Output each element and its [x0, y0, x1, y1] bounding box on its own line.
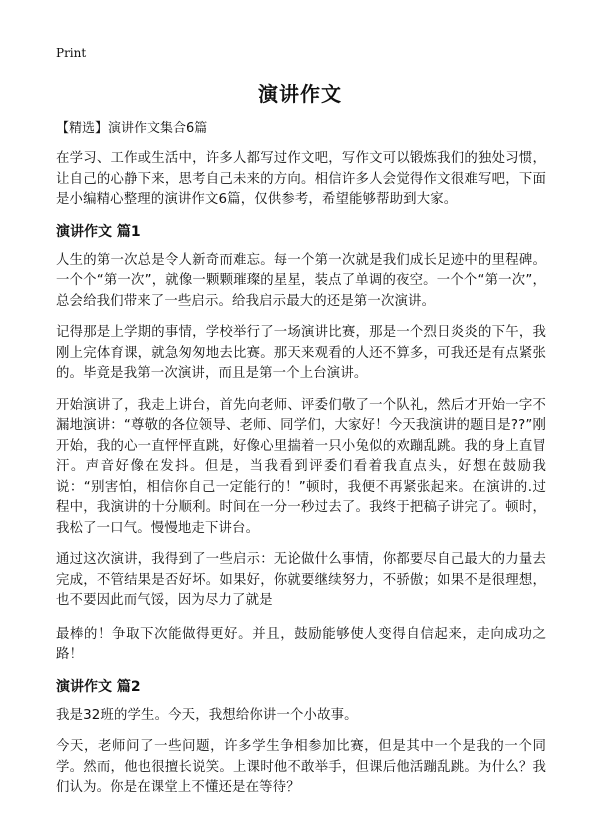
- page-title: 演讲作文: [258, 82, 342, 106]
- paragraph: 开始演讲了，我走上讲台，首先向老师、评委们敬了一个队礼，然后才开始一字不漏地演讲：“尊敬的各位领导、老师、同学们，大家好！今天我演讲的题目是??”刚开始，我的心一直怦怦直跳，好像心里揣着一只小兔似的欢蹦乱跳。我的身上直冒汗。声音好像在发抖。但是，当我看到评委们看着我直点头，好想在鼓励我说：“别害怕，相信你自己一定能行的！”顿时，我便不再紧张起来。在演讲的.过程中，我演讲的十分顺利。时间在一分一秒过去了。我终于把稿子讲完了。顿时，我松了一口气。慢慢地走下讲台。: [56, 397, 546, 536]
- intro-paragraph: 在学习、工作或生活中，许多人都写过作文吧，写作文可以锻炼我们的独处习惯，让自己的心静下来，思考自己未来的方向。相信许多人会觉得作文很难写吧，下面是小编精心整理的演讲作文6篇，仅供参考，希望能够帮助到大家。: [56, 151, 546, 207]
- paragraph: 记得那是上学期的事情，学校举行了一场演讲比赛，那是一个烈日炎炎的下午，我刚上完体育课，就急匆匆地去比赛。那天来观看的人还不算多，可我还是有点紧张的。毕竟是我第一次演讲，而且是第一个上台演讲。: [56, 325, 546, 381]
- paragraph: 最棒的！争取下次能做得更好。并且，鼓励能够使人变得自信起来，走向成功之路！: [56, 626, 546, 662]
- document-subtitle: 【精选】演讲作文集合6篇: [56, 121, 208, 136]
- section-heading-1: 演讲作文 篇1: [56, 223, 141, 240]
- paragraph: 我是32班的学生。今天，我想给你讲一个小故事。: [56, 707, 358, 723]
- paragraph: 通过这次演讲，我得到了一些启示：无论做什么事情，你都要尽自己最大的力量去完成，不管结果是否好坏。如果好，你就要继续努力，不骄傲；如果不是很理想，也不要因此而气馁，因为尽力了就是: [56, 552, 546, 608]
- document-body: [56, 120, 546, 810]
- section-heading-2: 演讲作文 篇2: [56, 678, 141, 695]
- paragraph: 今天，老师问了一些问题，许多学生争相参加比赛，但是其中一个是我的一个同学。然而，他也很擅长说笑。上课时他不敢举手，但课后他活蹦乱跳。为什么？我们认为。你是在课堂上不懂还是在等待？: [56, 739, 546, 795]
- print-link[interactable]: Print: [56, 46, 87, 60]
- paragraph: 人生的第一次总是令人新奇而难忘。每一个第一次就是我们成长足迹中的里程碑。一个个“第一次”，就像一颗颗璀璨的星星，装点了单调的夜空。一个个“第一次”，总会给我们带来了一些启示。给我启示最大的还是第一次演讲。: [56, 252, 546, 309]
